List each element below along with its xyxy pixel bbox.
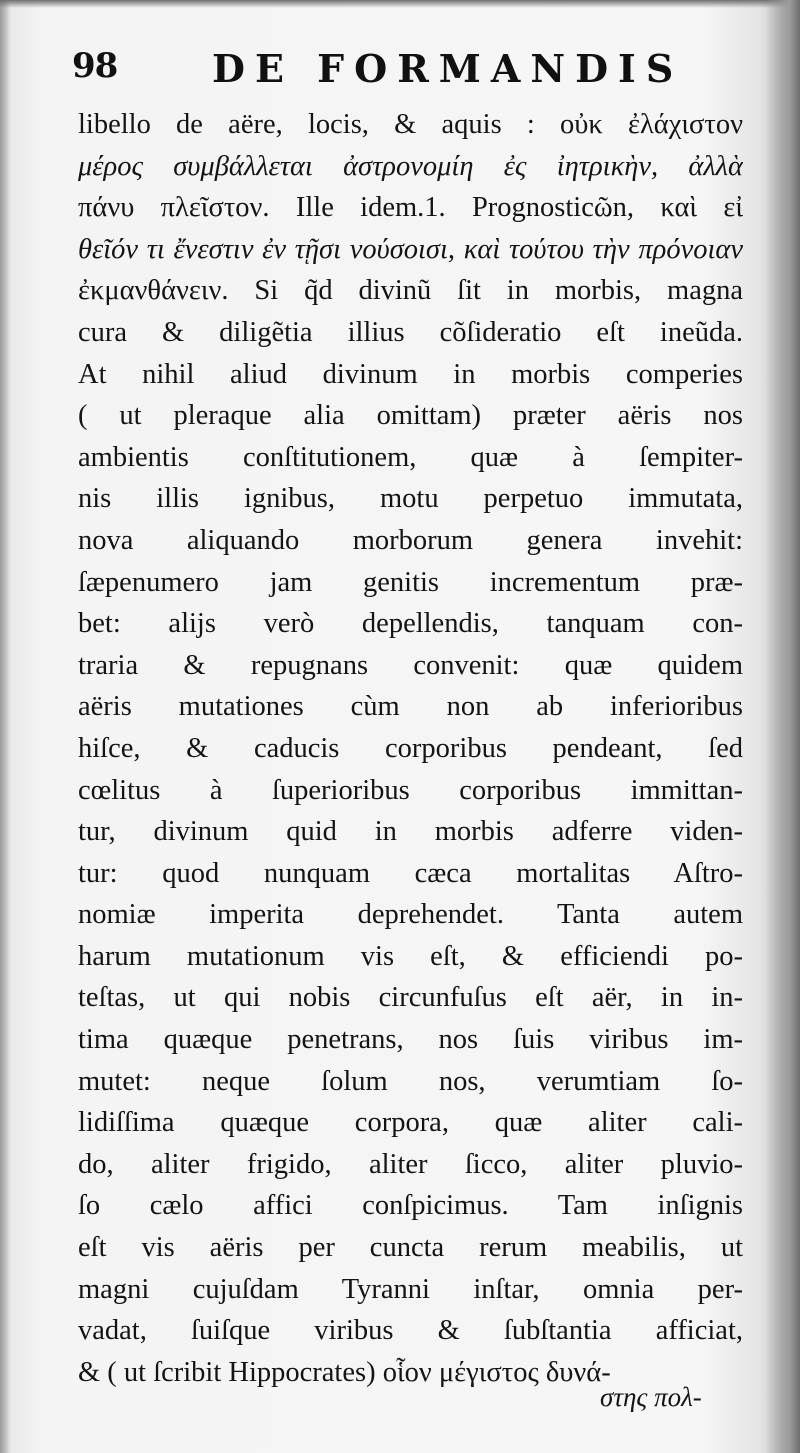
body-text <box>78 104 743 1393</box>
text-line: hiſce, & caducis corporibus pendeant, ſed <box>78 732 743 764</box>
text-line: harum mutationum vis eſt, & efficiendi po- <box>78 940 743 972</box>
text-line: & ( ut ſcribit Hippocrates) οἷον μέγιστος δυνά- <box>78 1356 611 1388</box>
text-line: libello de aëre, locis, & aquis : οὐκ ἐλάχιστον <box>78 109 743 140</box>
text-line: eſt vis aëris per cuncta rerum meabilis, ut <box>78 1232 743 1264</box>
text-line: cura & diligẽtia illius cõſideratio eſt ineũda. <box>78 316 743 348</box>
text-line: μέρος συμβάλλεται ἀστρονομίη ἐς ἰητρικὴν, ἀλλὰ <box>78 150 743 182</box>
text-line: ſo cælo affici conſpicimus. Tam inſignis <box>78 1190 743 1222</box>
gutter-shadow <box>0 0 10 1453</box>
text-line: lidiſſima quæque corpora, quæ aliter cali- <box>78 1107 743 1139</box>
text-line: bet: alijs verò depellendis, tanquam con- <box>78 608 743 640</box>
text-line: aëris mutationes cùm non ab inferioribus <box>78 691 743 723</box>
text-line: tur, divinum quid in morbis adferre viden- <box>78 816 743 848</box>
text-line: ſæpenumero jam genitis incrementum præ- <box>78 566 743 598</box>
text-line: traria & repugnans convenit: quæ quidem <box>78 649 743 681</box>
text-line: tur: quod nunquam cæca mortalitas Aſtro- <box>78 857 743 889</box>
catchword: στης πολ- <box>600 1382 702 1412</box>
page-number: 98 <box>72 46 118 86</box>
text-line: πάνυ πλεῖστον. Ille idem.1. Prognosticῶn, καὶ εἰ <box>78 192 743 224</box>
right-edge-shadow <box>766 0 800 1453</box>
text-line: ἐκμανθάνειν. Si q̃d divinũ ſit in morbis, magna <box>78 275 743 307</box>
text-line: ( ut pleraque alia omittam) præter aëris nos <box>78 400 743 432</box>
text-line: ambientis conſtitutionem, quæ à ſempiter- <box>78 441 743 473</box>
text-line: nomiæ imperita deprehendet. Tanta autem <box>78 899 743 931</box>
text-line: θεῖόν τι ἔνεστιν ἐν τῇσι νούσοισι, καὶ τούτου τὴν πρόνοιαν <box>78 233 743 265</box>
text-line: nis illis ignibus, motu perpetuo immutata, <box>78 483 743 515</box>
text-line: nova aliquando morborum genera invehit: <box>78 524 743 556</box>
text-line: tima quæque penetrans, nos ſuis viribus im- <box>78 1024 743 1056</box>
text-line: cœlitus à ſuperioribus corporibus immittan- <box>78 774 743 806</box>
page-header <box>72 44 684 92</box>
text-line: At nihil aliud divinum in morbis comperies <box>78 358 743 390</box>
text-line: vadat, ſuiſque viribus & ſubſtantia afficiat, <box>78 1315 743 1347</box>
text-line: magni cujuſdam Tyranni inſtar, omnia per- <box>78 1273 743 1305</box>
top-edge-shadow <box>0 0 800 8</box>
running-head: DE FORMANDIS <box>212 46 684 91</box>
text-line: do, aliter frigido, aliter ſicco, aliter pluvio- <box>78 1148 743 1180</box>
text-line: teſtas, ut qui nobis circunfuſus eſt aër, in in- <box>78 982 743 1014</box>
text-line: mutet: neque ſolum nos, verumtiam ſo- <box>78 1065 743 1097</box>
